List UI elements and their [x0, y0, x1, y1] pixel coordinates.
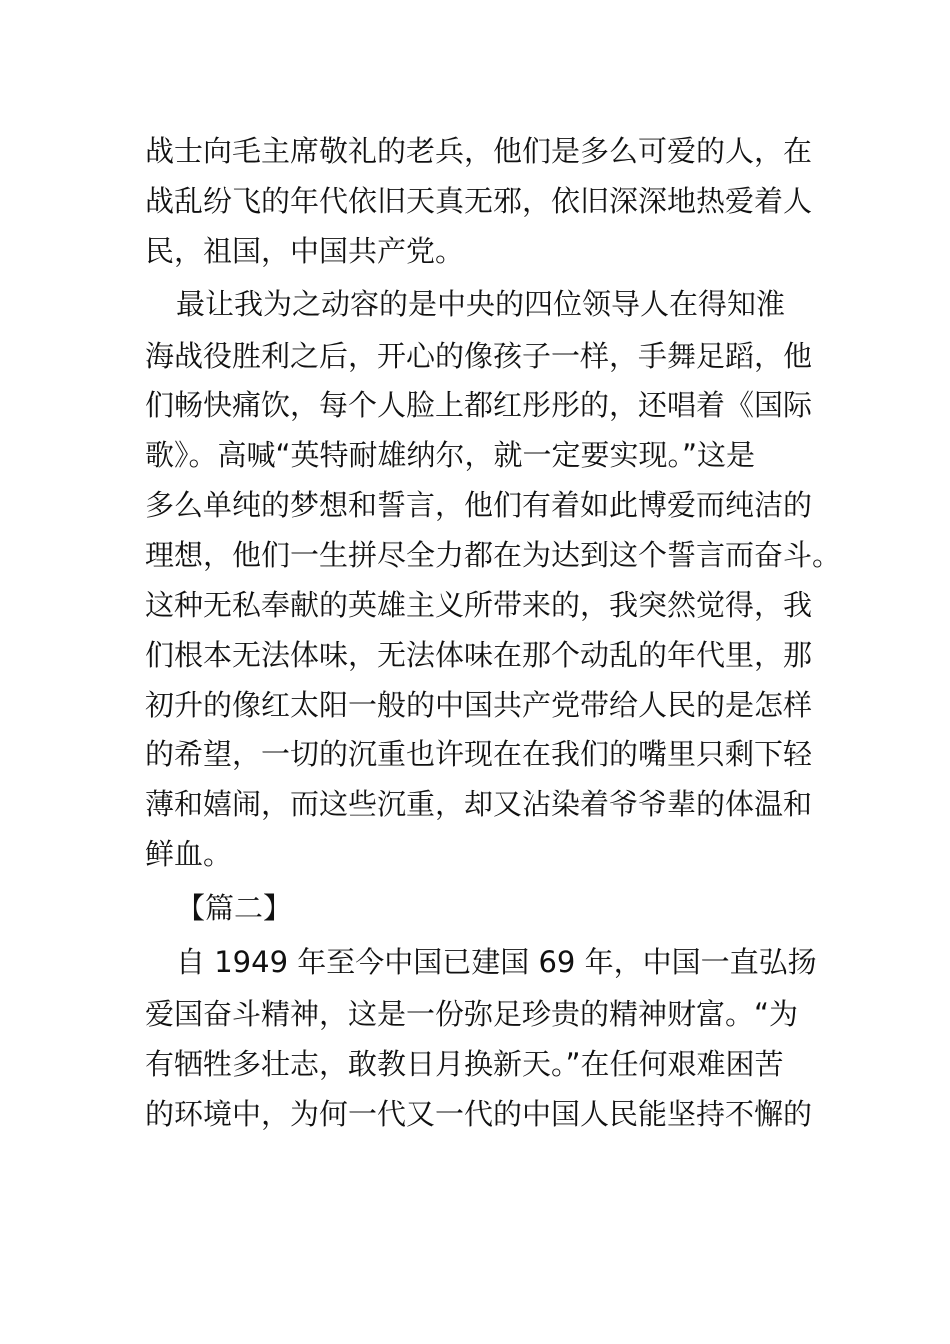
- text-line-7: 歌》。高喊“英特耐雄纳尔，就一定要实现。”这是: [145, 438, 756, 472]
- text-line-4: 最让我为之动容的是中央的四位领导人在得知淮: [176, 287, 786, 321]
- text-line-9: 理想，他们一生拼尽全力都在为达到这个誓言而奋斗。: [145, 538, 842, 572]
- text-line-13: 的希望，一切的沉重也许现在在我们的嘴里只剩下轻: [145, 737, 813, 771]
- text-line-8: 多么单纯的梦想和誓言，他们有着如此博爱而纯洁的: [145, 488, 813, 522]
- text-line-14: 薄和嬉闹，而这些沉重，却又沾染着爷爷辈的体温和: [145, 787, 813, 821]
- text-line-15: 鲜血。: [145, 837, 233, 871]
- text-line-20: 的环境中，为何一代又一代的中国人民能坚持不懈的: [145, 1097, 813, 1131]
- text-line-12: 初升的像红太阳一般的中国共产党带给人民的是怎样: [145, 688, 813, 722]
- text-line-1: 战士向毛主席敬礼的老兵，他们是多么可爱的人，在: [145, 134, 813, 168]
- text-line-5: 海战役胜利之后，开心的像孩子一样，手舞足蹈，他: [145, 339, 813, 373]
- text-line-11: 们根本无法体味，无法体味在那个动乱的年代里，那: [145, 638, 813, 672]
- text-line-2: 战乱纷飞的年代依旧天真无邪，依旧深深地热爱着人: [145, 184, 813, 218]
- text-line-17: 自 1949 年至今中国已建国 69 年，中国一直弘扬: [176, 945, 817, 979]
- text-line-18: 爱国奋斗精神，这是一份弥足珍贵的精神财富。“为: [145, 997, 799, 1031]
- section-heading: 【篇二】: [176, 891, 293, 925]
- text-line-19: 有牺牲多壮志，敢教日月换新天。”在任何艰难困苦: [145, 1047, 784, 1081]
- text-line-6: 们畅快痛饮，每个人脸上都红彤彤的，还唱着《国际: [145, 388, 813, 422]
- text-line-10: 这种无私奉献的英雄主义所带来的，我突然觉得，我: [145, 588, 813, 622]
- text-line-3: 民，祖国，中国共产党。: [145, 234, 465, 268]
